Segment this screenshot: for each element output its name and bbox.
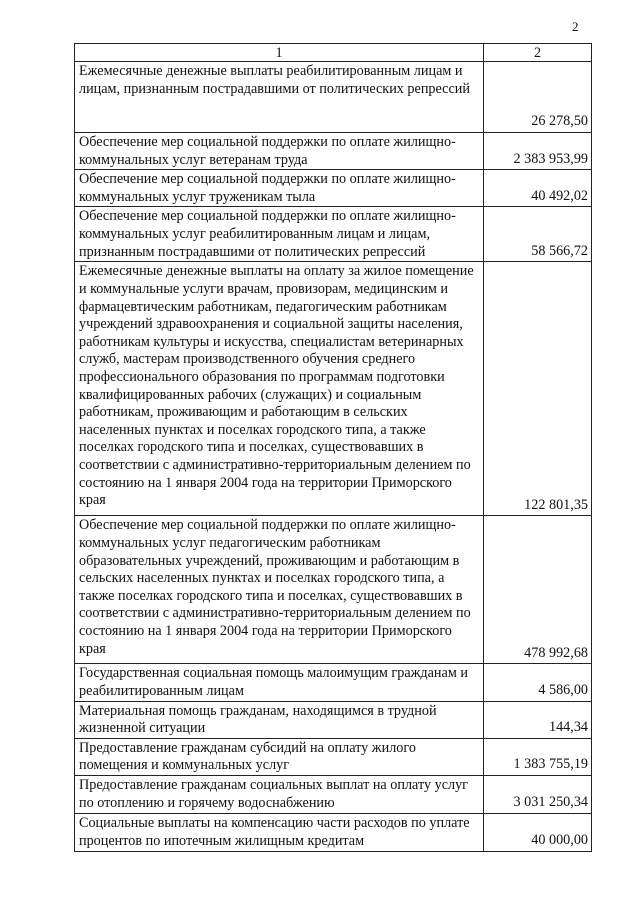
table-row <box>75 170 592 207</box>
row-description-text: Предоставление гражданам социальных выплат на оплату услуг по отоплению и горячему водоснабжению <box>79 776 469 811</box>
page-number: 2 <box>572 19 579 34</box>
table-row <box>75 738 592 775</box>
row-description <box>75 738 484 775</box>
column-header-1: 1 <box>75 44 484 62</box>
row-description-text: Обеспечение мер социальной поддержки по оплате жилищно-коммунальных услуг реабилитированным лицам и лицам, признанным пострадавшими от политических репрессий <box>79 208 456 260</box>
row-description <box>75 516 484 664</box>
row-amount: 40 492,02 <box>484 170 592 207</box>
row-description-text: Ежемесячные денежные выплаты реабилитированным лицам и лицам, признанным пострадавшими от политических репрессий <box>79 63 470 97</box>
row-description-text: Социальные выплаты на компенсацию части расходов по уплате процентов по ипотечным жилищным кредитам <box>79 814 470 849</box>
row-description <box>75 813 484 851</box>
expenditure-table <box>74 43 592 852</box>
row-description <box>75 775 484 813</box>
row-amount: 122 801,35 <box>484 262 592 516</box>
row-amount: 144,34 <box>484 701 592 738</box>
row-description <box>75 262 484 516</box>
table-row <box>75 133 592 170</box>
row-description-text: Обеспечение мер социальной поддержки по оплате жилищно-коммунальных услуг ветеранам труда <box>79 134 456 168</box>
table-row <box>75 701 592 738</box>
row-description <box>75 207 484 262</box>
row-description-text: Материальная помощь гражданам, находящимся в трудной жизненной ситуации <box>79 702 437 737</box>
row-amount: 3 031 250,34 <box>484 775 592 813</box>
table-header-row <box>75 44 592 62</box>
row-description-text: Ежемесячные денежные выплаты на оплату за жилое помещение и коммунальные услуги врачам, провизорам, медицинским и фармацевтическим работникам, педагогическим работникам учреждений здравоохранения и социальной защиты населения, работникам культуры и искусства, специалистам ветеринарных служб, мастерам производственного обучения среднего профессионального образования по программам подготовки квалифицированных рабочих (служащих) и социальным работникам, проживающим и работающим в сельских населенных пунктах и поселках городского типа, а также поселках городского типа и поселках, существовавших в соответствии с административно-территориальным делением по состоянию на 1 января 2004 года на территории Приморского края <box>79 263 474 509</box>
row-description <box>75 170 484 207</box>
table-row <box>75 207 592 262</box>
column-header-2: 2 <box>484 44 592 62</box>
table-row <box>75 775 592 813</box>
row-amount: 1 383 755,19 <box>484 738 592 775</box>
row-description <box>75 664 484 701</box>
table-row <box>75 62 592 133</box>
row-description-text: Государственная социальная помощь малоимущим гражданам и реабилитированным лицам <box>79 665 468 699</box>
table-row <box>75 813 592 851</box>
table-row <box>75 262 592 516</box>
table-row <box>75 516 592 664</box>
row-amount: 4 586,00 <box>484 664 592 701</box>
row-description <box>75 701 484 738</box>
row-amount: 40 000,00 <box>484 813 592 851</box>
table-row <box>75 664 592 701</box>
row-amount: 58 566,72 <box>484 207 592 262</box>
row-amount: 478 992,68 <box>484 516 592 664</box>
row-amount: 2 383 953,99 <box>484 133 592 170</box>
row-description <box>75 133 484 170</box>
row-description-text: Обеспечение мер социальной поддержки по оплате жилищно-коммунальных услуг педагогическим работникам образовательных учреждений, проживающим и работающим в сельских населенных пунктах и поселках городского типа, а также поселках городского типа и поселках, существовавших в соответствии с административно-территориальным делением по состоянию на 1 января 2004 года на территории Приморского края <box>79 517 471 657</box>
row-description-text: Обеспечение мер социальной поддержки по оплате жилищно-коммунальных услуг труженикам тыла <box>79 171 456 205</box>
row-description <box>75 62 484 133</box>
row-description-text: Предоставление гражданам субсидий на оплату жилого помещения и коммунальных услуг <box>79 739 416 774</box>
row-amount: 26 278,50 <box>484 62 592 133</box>
